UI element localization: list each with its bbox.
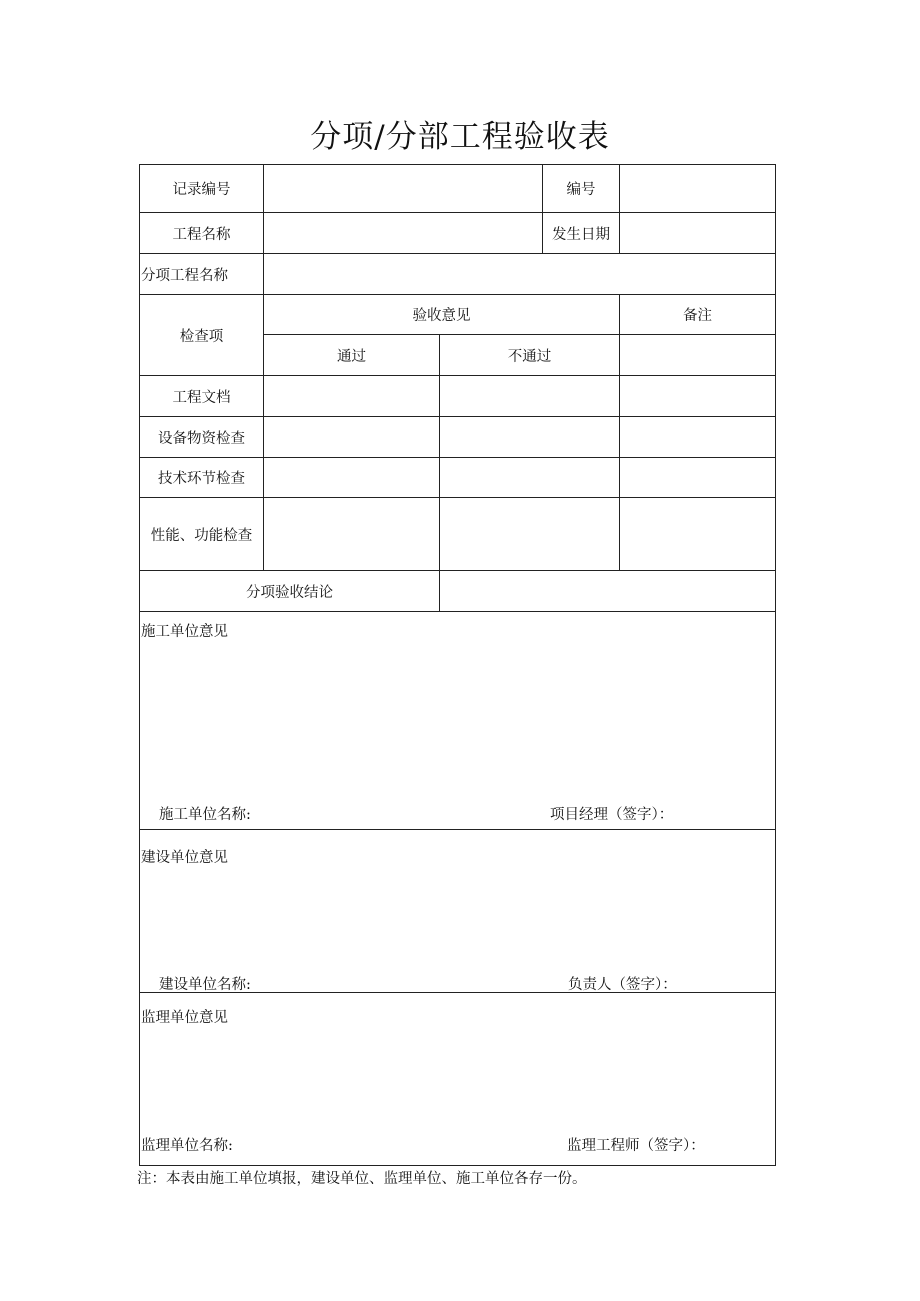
owner-unit-name-label: 建设单位名称: (159, 977, 251, 993)
pass-header: 通过 (337, 348, 366, 365)
responsible-person-sign-label: 负责人（签字）： (568, 977, 677, 993)
remark-header: 备注 (683, 308, 712, 324)
record-no-field[interactable] (264, 165, 542, 212)
check-row-fail-cell[interactable] (440, 458, 619, 497)
supervisor-opinion-heading: 监理单位意见 (141, 1010, 228, 1026)
check-row-fail-cell[interactable] (440, 417, 619, 457)
check-row-pass-cell[interactable] (264, 498, 439, 570)
check-row-pass-cell[interactable] (264, 458, 439, 497)
check-row-remark-cell[interactable] (620, 458, 775, 497)
conclusion-field[interactable] (440, 571, 775, 611)
supervisor-unit-name-label: 监理单位名称: (141, 1138, 233, 1154)
check-row-fail-cell[interactable] (440, 498, 619, 570)
project-name-label: 工程名称 (172, 226, 231, 243)
check-row-label: 技术环节检查 (158, 471, 245, 487)
project-name-field[interactable] (264, 213, 542, 253)
sub-project-label: 分项工程名称 (141, 267, 228, 284)
check-row-fail-cell[interactable] (440, 376, 619, 416)
supervising-engineer-sign-label: 监理工程师（签字）： (567, 1138, 705, 1154)
check-row-label: 工程文档 (172, 389, 231, 406)
construction-unit-name-label: 施工单位名称: (159, 807, 251, 823)
check-item-header: 检查项 (179, 328, 224, 345)
number-field[interactable] (620, 165, 775, 212)
construction-opinion-heading: 施工单位意见 (141, 624, 228, 640)
check-row-label: 性能、功能检查 (150, 527, 253, 544)
acceptance-form (139, 164, 776, 1166)
check-row-remark-cell[interactable] (620, 376, 775, 416)
project-manager-sign-label: 项目经理（签字）： (550, 807, 674, 823)
opinion-header: 验收意见 (412, 308, 471, 324)
page-title: 分项/分部工程验收表 (310, 119, 610, 155)
owner-opinion-heading: 建设单位意见 (141, 850, 228, 866)
sub-project-field[interactable] (264, 254, 775, 294)
check-row-remark-cell[interactable] (620, 498, 775, 570)
check-row-remark-cell[interactable] (620, 417, 775, 457)
check-row-pass-cell[interactable] (264, 376, 439, 416)
fail-header: 不通过 (507, 348, 552, 365)
record-no-label: 记录编号 (172, 182, 231, 198)
number-label: 编号 (566, 182, 596, 198)
date-field[interactable] (620, 213, 775, 253)
check-row-pass-cell[interactable] (264, 417, 439, 457)
conclusion-label: 分项验收结论 (246, 584, 333, 601)
check-row-label: 设备物资检查 (158, 430, 245, 447)
footnote: 注：本表由施工单位填报，建设单位、监理单位、施工单位各存一份。 (137, 1171, 587, 1187)
date-label: 发生日期 (552, 226, 610, 243)
